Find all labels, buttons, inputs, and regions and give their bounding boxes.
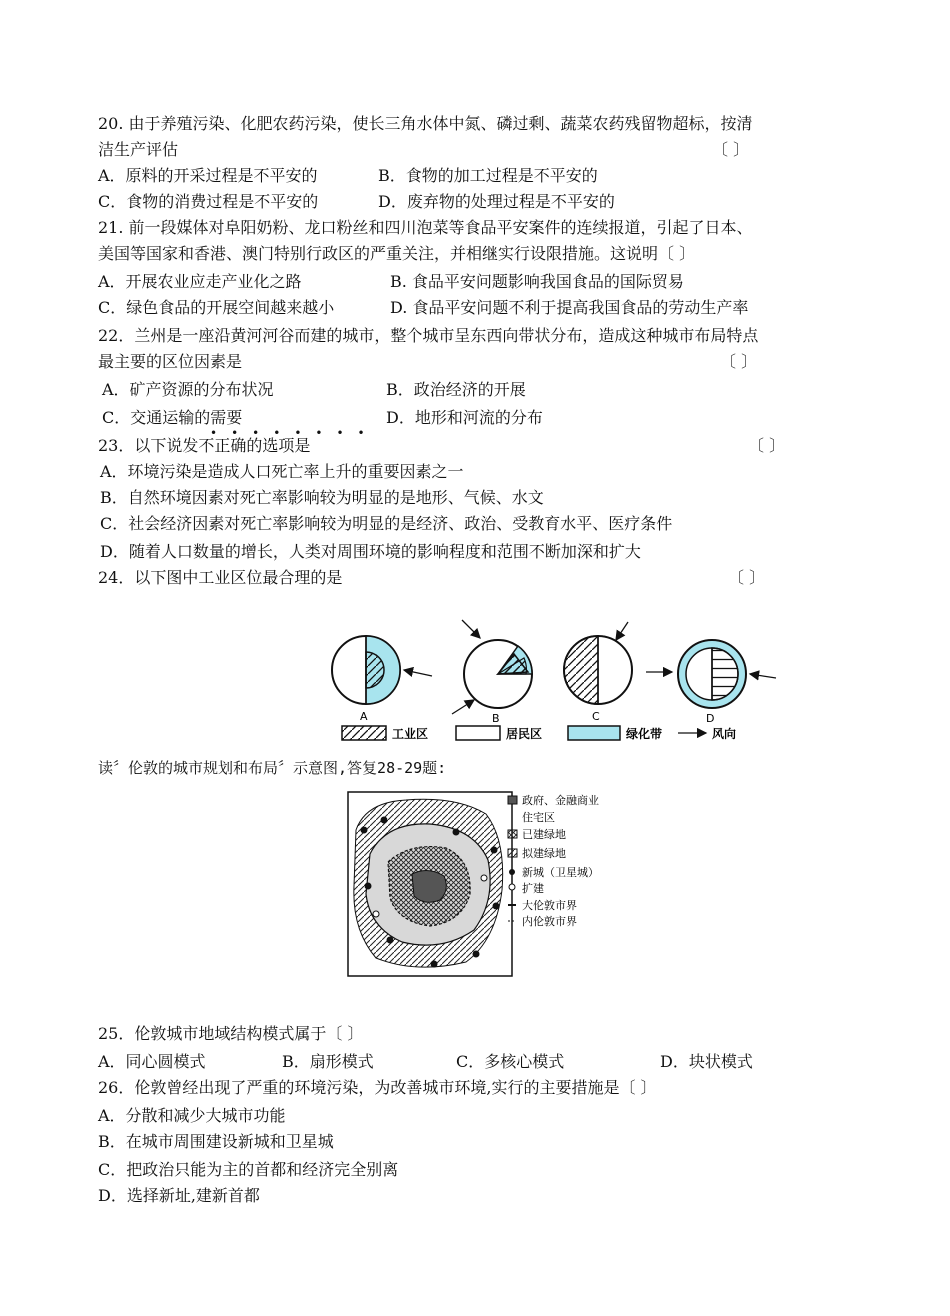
london-legend-built-green: 已建绿地 xyxy=(522,828,566,841)
q24-stem: 24．以下图中工业区位最合理的是 xyxy=(98,568,343,587)
emphasis-dots: •••••••• xyxy=(210,426,379,440)
legend-residential: 居民区 xyxy=(506,727,543,741)
q24-answer-bracket: 〔 〕 xyxy=(728,568,766,587)
q20-option-b: B．食物的加工过程是不平安的 xyxy=(378,166,598,185)
q26-option-c: C．把政治只能为主的首都和经济完全别离 xyxy=(98,1160,399,1179)
legend-greenbelt: 绿化带 xyxy=(626,727,663,741)
london-legend-residential: 住宅区 xyxy=(522,811,555,824)
option-c-diagram xyxy=(564,622,632,723)
option-a-diagram xyxy=(332,636,432,723)
q23-option-d: D．随着人口数量的增长，人类对周围环境的影响程度和范围不断加深和扩大 xyxy=(100,542,641,561)
figure-legend xyxy=(342,726,736,741)
q26-option-d: D．选择新址,建新首都 xyxy=(98,1186,260,1205)
london-legend-newtown: 新城（卫星城） xyxy=(522,866,599,879)
london-legend-inner-boundary: 内伦敦市界 xyxy=(522,915,577,928)
q21-option-c: C．绿色食品的开展空间越来越小 xyxy=(98,298,335,317)
q20-option-d: D．废弃物的处理过程是不平安的 xyxy=(378,192,615,211)
q22-option-c: C．交通运输的需要 xyxy=(102,408,243,427)
q23-option-b: B．自然环境因素对死亡率影响较为明显的是地形、气候、水文 xyxy=(100,488,544,507)
legend-industrial: 工业区 xyxy=(392,727,429,741)
q22-option-d: D．地形和河流的分布 xyxy=(386,408,543,427)
london-legend-expansion: 扩建 xyxy=(522,882,544,895)
q20-answer-bracket: 〔 〕 xyxy=(712,140,750,159)
q20-option-c: C．食物的消费过程是不平安的 xyxy=(98,192,319,211)
q25-option-a: A．同心圆模式 xyxy=(98,1052,206,1071)
q23-answer-bracket: 〔 〕 xyxy=(748,436,786,455)
q26-option-b: B．在城市周围建设新城和卫星城 xyxy=(98,1132,334,1151)
q22-answer-bracket: 〔 〕 xyxy=(720,352,758,371)
option-c-label: C xyxy=(592,710,600,723)
london-legend-gov: 政府、金融商业 xyxy=(522,794,599,807)
q23-stem: 23．以下说发不正确的选项是 xyxy=(98,436,311,455)
q20-option-a: A．原料的开采过程是不平安的 xyxy=(98,166,318,185)
q25-option-c: C．多核心模式 xyxy=(456,1052,565,1071)
option-b-label: B xyxy=(492,712,500,725)
q21-option-d: D. 食品平安问题不利于提高我国食品的劳动生产率 xyxy=(390,298,749,317)
legend-wind: 风向 xyxy=(712,727,737,741)
q22-stem-line1: 22．兰州是一座沿黄河河谷而建的城市，整个城市呈东西向带状分布，造成这种城市布局特点 xyxy=(98,326,759,345)
q21-option-b: B. 食品平安问题影响我国食品的国际贸易 xyxy=(390,272,684,291)
industrial-location-figure xyxy=(320,610,790,750)
option-a-label: A xyxy=(360,710,368,723)
london-legend xyxy=(508,793,599,928)
london-intro: 读〞伦敦的城市规划和布局〞示意图,答复28-29题: xyxy=(98,759,447,777)
q23-option-a: A．环境污染是造成人口死亡率上升的重要因素之一 xyxy=(100,462,464,481)
q22-option-a: A．矿产资源的分布状况 xyxy=(102,380,274,399)
q25-stem: 25．伦敦城市地域结构模式属于〔 〕 xyxy=(98,1024,364,1043)
london-legend-greater-boundary: 大伦敦市界 xyxy=(522,899,577,912)
q25-option-b: B．扇形模式 xyxy=(282,1052,374,1071)
option-b-diagram xyxy=(452,620,532,725)
q21-stem-line2: 美国等国家和香港、澳门特别行政区的严重关注，并相继实行设限措施。这说明〔 〕 xyxy=(98,244,696,263)
q22-option-b: B．政治经济的开展 xyxy=(386,380,526,399)
q26-option-a: A．分散和减少大城市功能 xyxy=(98,1106,286,1125)
london-planning-map xyxy=(346,790,636,980)
q25-option-d: D．块状模式 xyxy=(660,1052,753,1071)
q20-stem-line2: 洁生产评估 xyxy=(98,140,179,159)
option-d-label: D xyxy=(706,712,715,725)
q21-stem-line1: 21. 前一段媒体对阜阳奶粉、龙口粉丝和四川泡菜等食品平安案件的连续报道，引起了日本、 xyxy=(98,218,753,237)
q21-option-a: A．开展农业应走产业化之路 xyxy=(98,272,302,291)
q20-stem-line1: 20. 由于养殖污染、化肥农药污染，使长三角水体中氮、磷过剩、蔬菜农药残留物超标，按清 xyxy=(98,114,753,133)
option-d-diagram xyxy=(646,640,776,725)
london-legend-planned-green: 拟建绿地 xyxy=(522,847,566,860)
q22-stem-line2: 最主要的区位因素是 xyxy=(98,352,243,371)
q26-stem: 26．伦敦曾经出现了严重的环境污染，为改善城市环境,实行的主要措施是〔 〕 xyxy=(98,1078,657,1097)
q23-option-c: C．社会经济因素对死亡率影响较为明显的是经济、政治、受教育水平、医疗条件 xyxy=(100,514,673,533)
